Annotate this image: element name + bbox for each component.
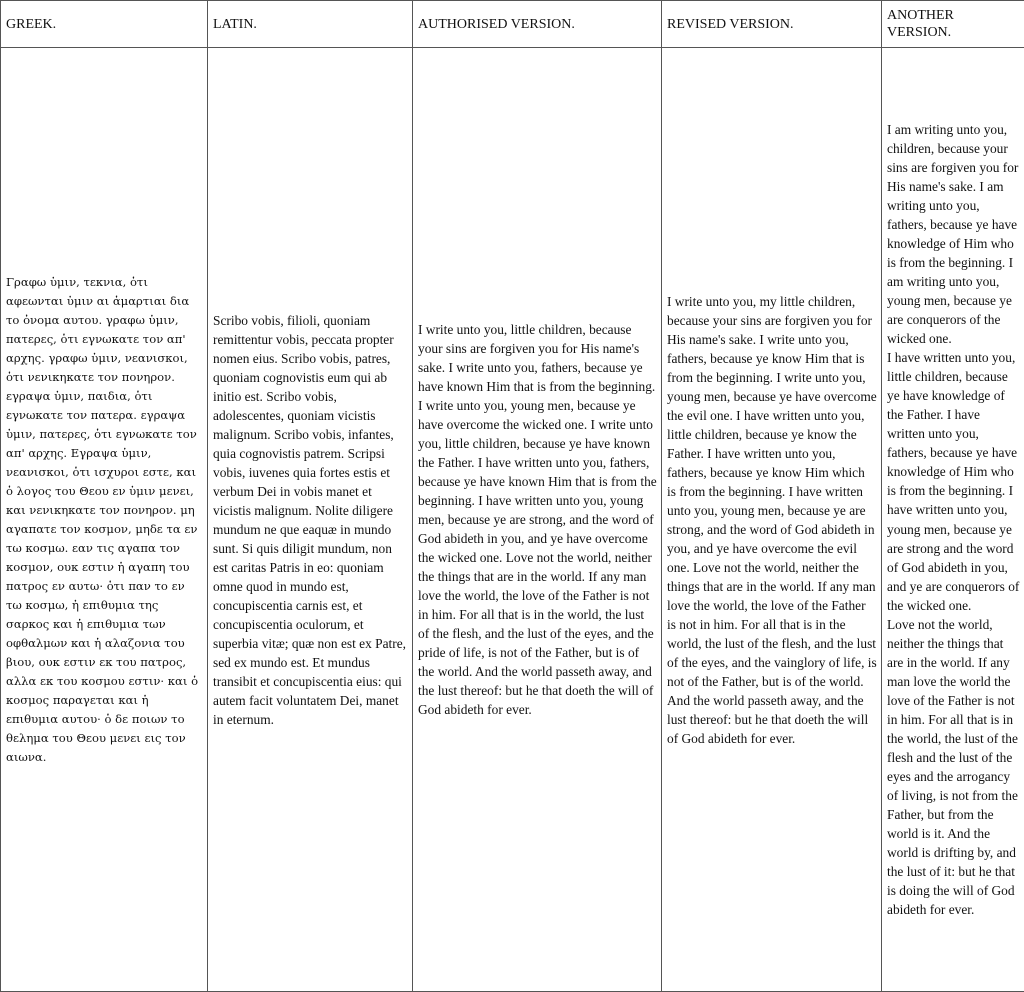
another-version-header: ANOTHER VERSION. [882,1,1024,48]
greek-header: GREEK. [1,1,208,48]
header-row [1,1,1024,48]
greek-text: Γραφω ὑμιν, τεκνια, ὁτι αφεωνται ὑμιν αι ἁμαρτιαι δια το ὀνομα αυτου. γραφω ὑμιν, πατερες, ὁτι εγνωκατε τον απ' αρχης. γραφω ὑμιν, νεανισκοι, ὁτι νενικηκατε τον πονηρον. εγραψα ὑμιν, παιδια, ὁτι εγνωκατε τον πατερα. εγραψα ὑμιν, πατερες, ὁτι εγνωκατε τον απ' αρχης. Εγραψα ὑμιν, νεανισκοι, ὁτι ισχυροι εστε, και ὁ λογος του Θεου εν ὑμιν μενει, και νενικηκατε τον πονηρον. μη αγαπατε τον κοσμον, μηδε τα εν τω κοσμω. εαν τις αγαπα τον κοσμον, ουκ εστιν ἡ αγαπη του πατρος εν αυτω· ὁτι παν το εν τω κοσμω, ἡ επιθυμια της σαρκος και ἡ επιθυμια των οφθαλμων και ἡ αλαζονια του βιου, ουκ εστιν εκ του πατρος, αλλα εκ του κοσμου εστιν· και ὁ κοσμος παραγεται και ἡ επιθυμια αυτου· ὁ δε ποιων το θελημα του Θεου μενει εις τον αιωνα. [1,48,208,992]
another-version-cell [882,48,1024,992]
latin-text: Scribo vobis, filioli, quoniam remittentur vobis, peccata propter nomen eius. Scribo vobis, patres, quoniam cognovistis eum qui ab initio est. Scribo vobis, adolescentes, quoniam vicistis malignum. Scribo vobis, infantes, quia cognovistis patrem. Scripsi vobis, iuvenes quia fortes estis et verbum Dei in vobis manet et vicistis malignum. Nolite diligere mundum ne que eaquæ in mundo sunt. Si quis diligit mundum, non est caritas Patris in eo: quoniam omne quod in mundo est, concupiscentia carnis est, et concupiscentia oculorum, et superbia vitæ; quæ non est ex Patre, sed ex mundo est. Et mundus transibit et concupiscentia eius: qui autem facit voluntatem Dei, manet in eternum. [208,48,413,992]
latin-header: LATIN. [208,1,413,48]
another-version-paragraph-2: I have written unto you, little children, because ye have knowledge of the Father. I have written unto you, fathers, because ye have knowledge of Him who is from the beginning. I have written unto you, young men, because ye are strong and the word of God abideth in you, and ye are conquerors of the wicked one. [887,350,1020,613]
revised-version-header: REVISED VERSION. [662,1,882,48]
revised-version-text: I write unto you, my little children, because your sins are forgiven you for His name's sake. I write unto you, fathers, because ye know Him that is from the beginning. I write unto you, young men, because ye have overcome the evil one. I have written unto you, little children, because ye know the Father. I have written unto you, fathers, because ye know Him which is from the beginning. I have written unto you, young men, because ye are strong, and the word of God abideth in you, and ye have overcome the evil one. Love not the world, neither the things that are in the world. If any man love the world, the love of the Father is not in him. For all that is in the world, the lust of the flesh, and the lust of the eyes, and the vainglory of life, is not of the Father, but is of the world. And the world passeth away, and the lust thereof: but he that doeth the will of God abideth for ever. [662,48,882,992]
text-row [1,48,1024,992]
authorised-version-header: AUTHORISED VERSION. [413,1,662,48]
authorised-version-text: I write unto you, little children, because your sins are forgiven you for His name's sake. I write unto you, fathers, because ye have known Him that is from the beginning. I write unto you, young men, because ye have overcome the wicked one. I write unto you, little children, because ye have known the Father. I have written unto you, fathers, because ye have known Him that is from the beginning. I have written unto you, young men, because ye are strong, and the word of God abideth in you, and ye have overcome the wicked one. Love not the world, neither the things that are in the world. If any man love the world, the love of the Father is not in him. For all that is in the world, the lust of the flesh, and the lust of the eyes, and the pride of life, is not of the Father, but is of the world. And the world passeth away, and the lust thereof: but he that doeth the will of God abideth for ever. [413,48,662,992]
another-version-paragraph-1: I am writing unto you, children, because your sins are forgiven you for His name's sake. I am writing unto you, fathers, because ye have knowledge of Him who is from the beginning. I am writing unto you, young men, because ye are conquerors of the wicked one. [887,121,1019,347]
another-version-paragraph-3: Love not the world, neither the things that are in the world. If any man love the world the love of the Father is not in him. For all that is in the world, the lust of the flesh and the lust of the eyes and the arrogancy of living, is not from the Father, but from the world is it. And the world is drifting by, and the lust of it: but he that is doing the will of God abideth for ever. [887,616,1018,918]
